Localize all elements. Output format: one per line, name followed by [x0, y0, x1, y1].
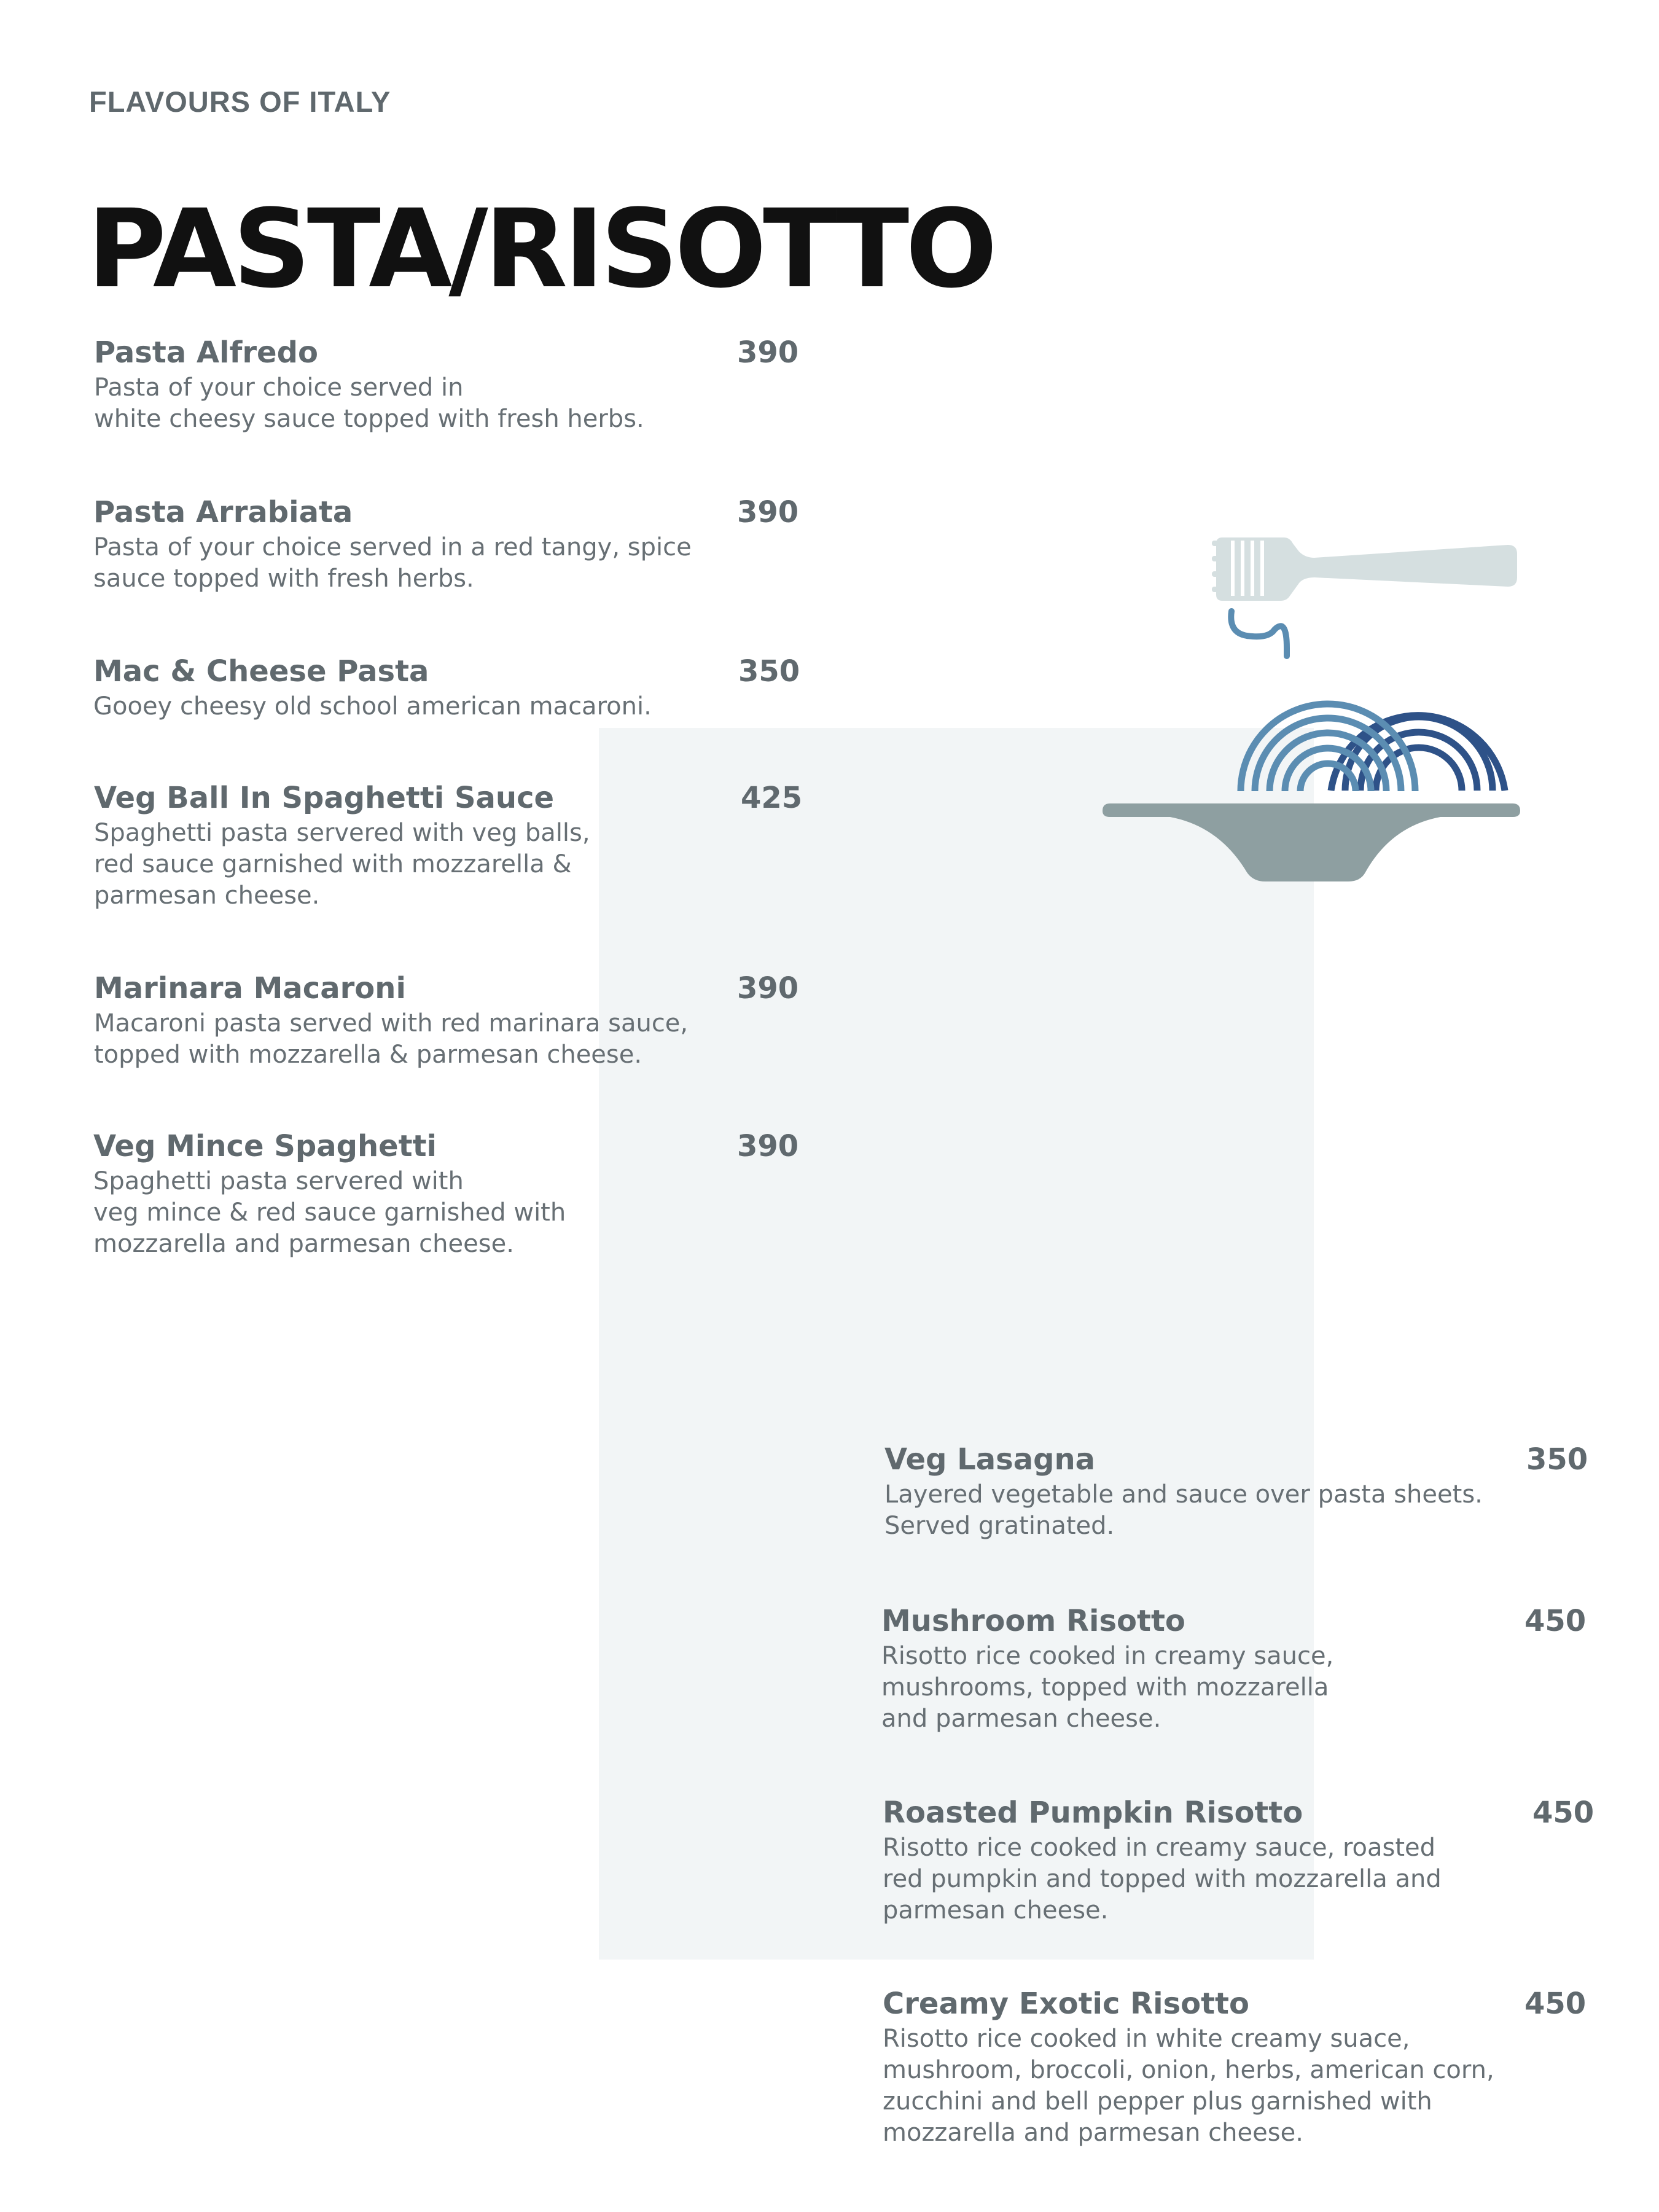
menu-item-description: Gooey cheesy old school american macaroni. — [93, 692, 652, 721]
menu-item-description: Layered vegetable and sauce over pasta sheets. Served gratinated. — [884, 1480, 1483, 1540]
background-panel — [599, 728, 1314, 1960]
menu-item-description: Risotto rice cooked in white creamy suace, mushroom, broccoli, onion, herbs, american corn, zucchini and bell pepper plus garnished with mozzarella and parmesan cheese. — [883, 2025, 1494, 2147]
menu-item-price: 350 — [738, 654, 800, 689]
menu-item-price: 450 — [1524, 1987, 1587, 2021]
menu-item-name: Veg Ball In Spaghetti Sauce — [94, 781, 555, 815]
menu-item-price: 450 — [1532, 1796, 1595, 1830]
menu-item-name: Creamy Exotic Risotto — [883, 1987, 1249, 2021]
menu-item-description: Pasta of your choice served in white cheesy sauce topped with fresh herbs. — [94, 373, 644, 433]
menu-item-description: Risotto rice cooked in creamy sauce, roasted red pumpkin and topped with mozzarella and parmesan cheese. — [883, 1834, 1442, 1925]
menu-item-description: Risotto rice cooked in creamy sauce, mushrooms, topped with mozzarella and parmesan cheese. — [881, 1642, 1334, 1733]
menu-item-description: Pasta of your choice served in a red tangy, spice sauce topped with fresh herbs. — [93, 533, 692, 593]
menu-item-price: 390 — [737, 335, 799, 370]
menu-kicker: FLAVOURS OF ITALY — [89, 85, 391, 118]
bowl-icon — [1103, 803, 1520, 881]
menu-item-name: Pasta Alfredo — [94, 335, 318, 370]
menu-item-price: 390 — [737, 971, 799, 1006]
menu-item-price: 350 — [1526, 1442, 1588, 1477]
menu-item-name: Veg Mince Spaghetti — [93, 1129, 437, 1163]
menu-item-price: 390 — [737, 1129, 799, 1163]
menu-item-description: Spaghetti pasta servered with veg mince & red sauce garnished with mozzarella and parmesan cheese. — [93, 1167, 566, 1258]
menu-item-description: Macaroni pasta served with red marinara sauce, topped with mozzarella & parmesan cheese. — [94, 1009, 689, 1069]
page-title: PASTA/RISOTTO — [87, 186, 994, 312]
noodle-strand-icon — [1231, 611, 1287, 656]
menu-item-price: 390 — [737, 495, 799, 530]
menu-item-name: Roasted Pumpkin Risotto — [883, 1796, 1303, 1830]
noodle-mound-icon — [1241, 704, 1505, 791]
menu-item-description: Spaghetti pasta servered with veg balls, red sauce garnished with mozzarella & parmesan cheese. — [94, 819, 590, 910]
fork-and-pasta-bowl-icon — [1103, 510, 1520, 903]
menu-item-price: 425 — [741, 781, 803, 815]
menu-item-name: Marinara Macaroni — [94, 971, 406, 1006]
menu-item-name: Mac & Cheese Pasta — [93, 654, 429, 689]
menu-item-price: 450 — [1524, 1604, 1587, 1638]
fork-icon — [1212, 537, 1517, 601]
menu-item-name: Veg Lasagna — [884, 1442, 1096, 1477]
menu-item-name: Pasta Arrabiata — [93, 495, 353, 530]
menu-item-name: Mushroom Risotto — [881, 1604, 1185, 1638]
